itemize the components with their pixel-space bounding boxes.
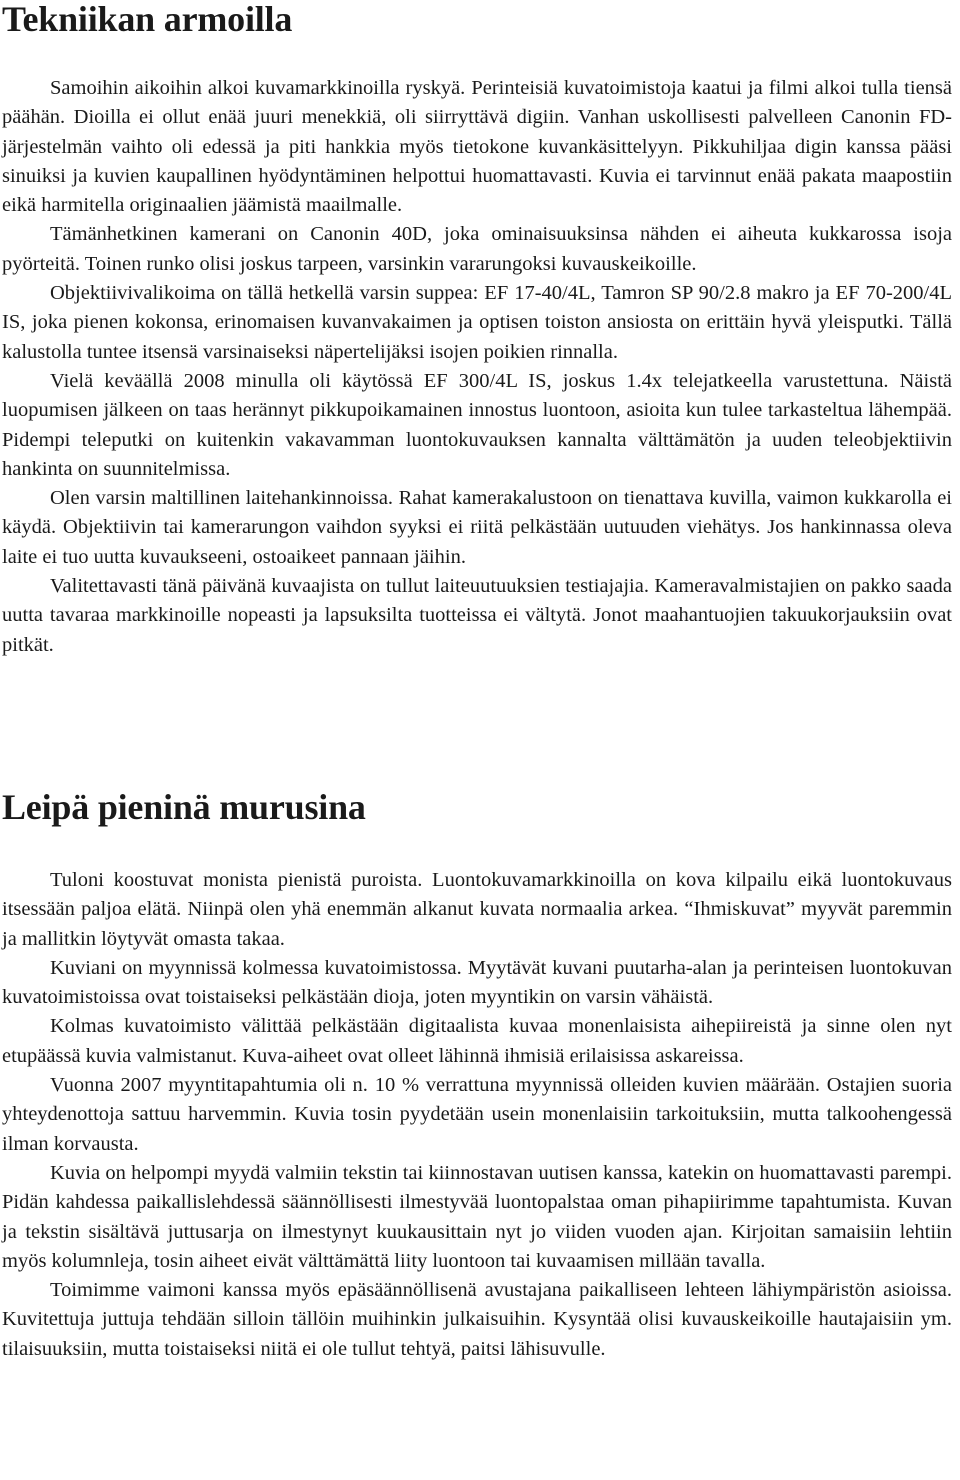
paragraph: Objektiivivalikoima on tällä hetkellä varsin suppea: EF 17-40/4L, Tamron SP 90/2.8 makro ja EF 70-200/4L IS, joka pienen kokonsa, erinomaisen kuvanvakaimen ja optisen toiston ansiosta on erittäin hyvä yleisputki. Tällä kalustolla tuntee itsensä varsinaiseksi näpertelijäksi isojen poikien rinnalla. bbox=[2, 282, 952, 363]
paragraph: Kolmas kuvatoimisto välittää pelkästään digitaalista kuvaa monenlaisista aihepiireistä ja sinne olen nyt etupäässä kuvia valmistanut. Kuva-aiheet ovat olleet lähinnä ihmisiä erilaisissa askareissa. bbox=[2, 1015, 952, 1067]
paragraph: Vuonna 2007 myyntitapahtumia oli n. 10 % verrattuna myynnissä olleiden kuvien määrään. Ostajien suoria yhteydenottoja sattuu harvemmin. Kuvia tosin pyydetään usein monenlaisiin tarkoituksiin, mutta talkoohengessä ilman korvausta. bbox=[2, 1074, 952, 1155]
section-body-leipa-pienina-murusina bbox=[2, 866, 952, 1364]
paragraph: Tuloni koostuvat monista pienistä puroista. Luontokuvamarkkinoilla on kova kilpailu eikä luontokuvaus itsessään paljoa elätä. Niinpä olen yhä enemmän alkanut kuvata normaalia arkea. “Ihmiskuvat” myyvät paremmin ja mallitkin löytyvät omasta takaa. bbox=[2, 869, 952, 950]
section-heading-leipa-pienina-murusina: Leipä pieninä murusina bbox=[2, 787, 366, 827]
paragraph: Kuvia on helpompi myydä valmiin tekstin tai kiinnostavan uutisen kanssa, katekin on huomattavasti parempi. Pidän kahdessa paikallislehdessä säännöllisesti ilmestyvää luontopalstaa oman pihapiirimme tapahtumista. Kuvan ja tekstin sisältävä juttusarja on ilmestynyt kuukausittain nyt jo viiden vuoden ajan. Kirjoitan samaisiin lehtiin myös kolumnleja, tosin aiheet eivät välttämättä liity luontoon tai kuvaamisen millään tavalla. bbox=[2, 1161, 952, 1272]
paragraph: Kuviani on myynnissä kolmessa kuvatoimistossa. Myytävät kuvani puutarha-alan ja perinteisen luontokuvan kuvatoimistoissa ovat toistaiseksi pelkästään dioja, joten myyntikin on varsin vähäistä. bbox=[2, 956, 952, 1009]
paragraph: Toimimme vaimoni kanssa myös epäsäännöllisenä avustajana paikalliseen lehteen lähiympäristön asioissa. Kuvitettuja juttuja tehdään silloin tällöin muihinkin julkaisuihin. Kysyntää olisi kuvauskeikoille hautajaisiin ym. tilaisuuksiin, mutta toistaiseksi niitä ei ole tullut tehtyä, paitsi lähisuvulle. bbox=[2, 1279, 952, 1360]
section-heading-tekniikan-armoilla: Tekniikan armoilla bbox=[2, 0, 293, 39]
paragraph: Valitettavasti tänä päivänä kuvaajista on tullut laiteuutuuksien testiajajia. Kameravalmistajien on pakko saada uutta tavaraa markkinoille nopeasti ja lapsuksilta tuotteissa ei vältytä. Jonot maahantuojien takuukorjauksiin ovat pitkät. bbox=[2, 575, 952, 656]
paragraph: Vielä keväällä 2008 minulla oli käytössä EF 300/4L IS, joskus 1.4x telejatkeella varustettuna. Näistä luopumisen jälkeen on taas herännyt pikkupoikamainen innostus luontoon, asioita kun tulee tarkasteltua lähempää. Pidempi teleputki on kuitenkin vakavamman luontokuvauksen kannalta välttämätön ja uuden teleobjektiivin hankinta on suunnitelmissa. bbox=[2, 369, 952, 480]
paragraph: Samoihin aikoihin alkoi kuvamarkkinoilla ryskyä. Perinteisiä kuvatoimistoja kaatui ja filmi alkoi tulla tiensä päähän. Dioilla ei ollut enää juuri menekkiä, oli siirryttävä digiin. Vanhan uskollisesti palvelleen Canonin FD-järjestelmän vaihto oli edessä ja piti hankkia myös tietokone kuvankäsittelyyn. Pikkuhiljaa digin kanssa pääsi sinuiksi ja kuvien kaupallinen hyödyntäminen helpottui huomattavasti. Kuvia ei tarvinnut enää pakata maapostiin eikä harmitella originaalien jäämistä maailmalle. bbox=[2, 77, 952, 217]
paragraph: Olen varsin maltillinen laitehankinnoissa. Rahat kamerakalustoon on tienattava kuvilla, vaimon kukkarolla ei käydä. Objektiivin tai kamerarungon vaihdon syyksi ei riitä pelkästään uutuuden viehätys. Jos hankinnassa oleva laite ei tuo uutta kuvaukseeni, ostoaikeet pannaan jäihin. bbox=[2, 487, 952, 568]
section-body-tekniikan-armoilla bbox=[2, 74, 952, 660]
paragraph: Tämänhetkinen kamerani on Canonin 40D, joka ominaisuuksinsa nähden ei aiheuta kukkarossa isoja pyörteitä. Toinen runko olisi joskus tarpeen, varsinkin vararungoksi kuvauskeikoille. bbox=[2, 223, 952, 275]
